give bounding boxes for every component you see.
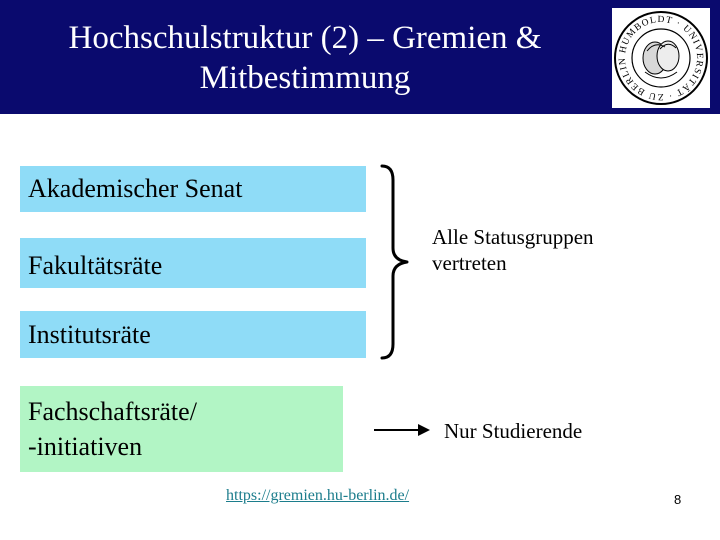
slide-title-line-2: Mitbestimmung bbox=[199, 60, 411, 96]
student-councils-box bbox=[20, 386, 343, 472]
student-councils-label-line-1: Fachschaftsräte/ bbox=[28, 397, 197, 426]
university-seal-icon bbox=[612, 8, 710, 108]
faculty-councils-box bbox=[20, 238, 366, 288]
institute-councils-box bbox=[20, 311, 366, 358]
academic-senate-box bbox=[20, 166, 366, 212]
students-only-note: Nur Studierende bbox=[444, 419, 583, 443]
title-bar bbox=[0, 0, 720, 114]
all-groups-note bbox=[432, 224, 662, 276]
all-groups-note-line-1: Alle Statusgruppen bbox=[432, 225, 594, 249]
student-councils-label-line-2: -initiativen bbox=[28, 432, 143, 461]
all-groups-note-line-2: vertreten bbox=[432, 251, 507, 275]
institute-councils-label: Institutsräte bbox=[28, 320, 151, 349]
page-number: 8 bbox=[674, 492, 682, 507]
gremien-link[interactable]: https://gremien.hu-berlin.de/ bbox=[226, 487, 410, 504]
slide-title-line-1: Hochschulstruktur (2) – Gremien & bbox=[68, 20, 542, 56]
svg-text:HUMBOLDT · UNIVERSITÄT · ZU BE: HUMBOLDT · UNIVERSITÄT · ZU BERLIN bbox=[617, 14, 705, 102]
faculty-councils-label: Fakultätsräte bbox=[28, 251, 163, 280]
arrow-right-icon bbox=[372, 420, 432, 440]
academic-senate-label: Akademischer Senat bbox=[28, 174, 243, 203]
brace-icon bbox=[376, 164, 420, 360]
slide-title bbox=[20, 18, 590, 98]
